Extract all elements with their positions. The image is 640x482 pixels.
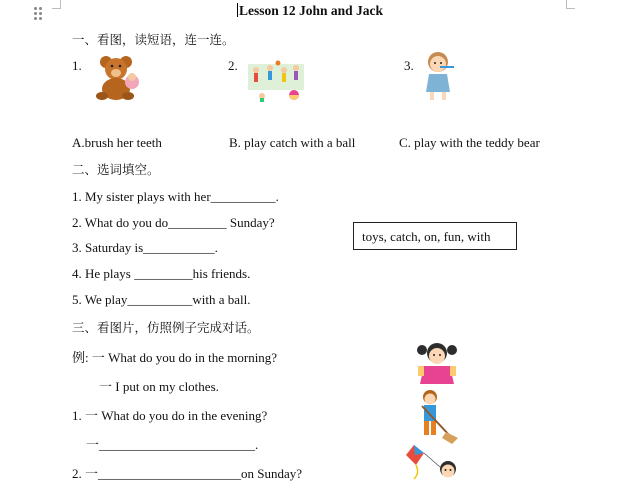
fill-item-2: 2. What do you do_________ Sunday?: [72, 215, 275, 230]
section3-heading: 三、看图片，仿照例子完成对话。: [72, 320, 260, 335]
section2-heading: 二、选词填空。: [72, 162, 160, 177]
option-c: C. play with the teddy bear: [399, 135, 540, 150]
fill-item-1: 1. My sister plays with her__________.: [72, 189, 279, 204]
word-bank-text: toys, catch, on, fun, with: [362, 229, 491, 244]
option-a: A.brush her teeth: [72, 135, 162, 150]
picture-number-1: 1.: [72, 58, 82, 73]
answer-1: 一________________________.: [86, 437, 259, 452]
drag-handle-icon[interactable]: [34, 7, 44, 21]
question-2: 2. 一______________________on Sunday?: [72, 466, 303, 481]
word-bank-box: [353, 222, 517, 250]
fill-item-5: 5. We play__________with a ball.: [72, 292, 251, 307]
title-text: Lesson 12 John and Jack: [239, 3, 384, 18]
example-question: 例: 一 What do you do in the morning?: [72, 350, 278, 365]
page-title: [237, 3, 383, 19]
children-playing-catch-icon: [248, 60, 306, 102]
text-cursor: [237, 3, 238, 17]
margin-corner-right: [566, 0, 575, 9]
example-answer: 一 I put on my clothes.: [99, 379, 219, 394]
picture-number-3: 3.: [404, 58, 414, 73]
girl-dressing-icon: [414, 340, 460, 386]
option-b: B. play catch with a ball: [229, 135, 356, 150]
picture-number-2: 2.: [228, 58, 238, 73]
fill-item-3: 3. Saturday is___________.: [72, 240, 218, 255]
boy-sweeping-icon: [416, 388, 460, 444]
margin-corner-left: [52, 0, 61, 9]
question-1: 1. 一 What do you do in the evening?: [72, 408, 268, 423]
fill-item-4: 4. He plays _________his friends.: [72, 266, 251, 281]
girl-brushing-teeth-icon: [418, 50, 458, 102]
teddy-bear-icon: [92, 52, 142, 102]
kite-and-boy-icon: [404, 443, 462, 480]
section1-heading: 一、看图，读短语，连一连。: [72, 32, 235, 47]
